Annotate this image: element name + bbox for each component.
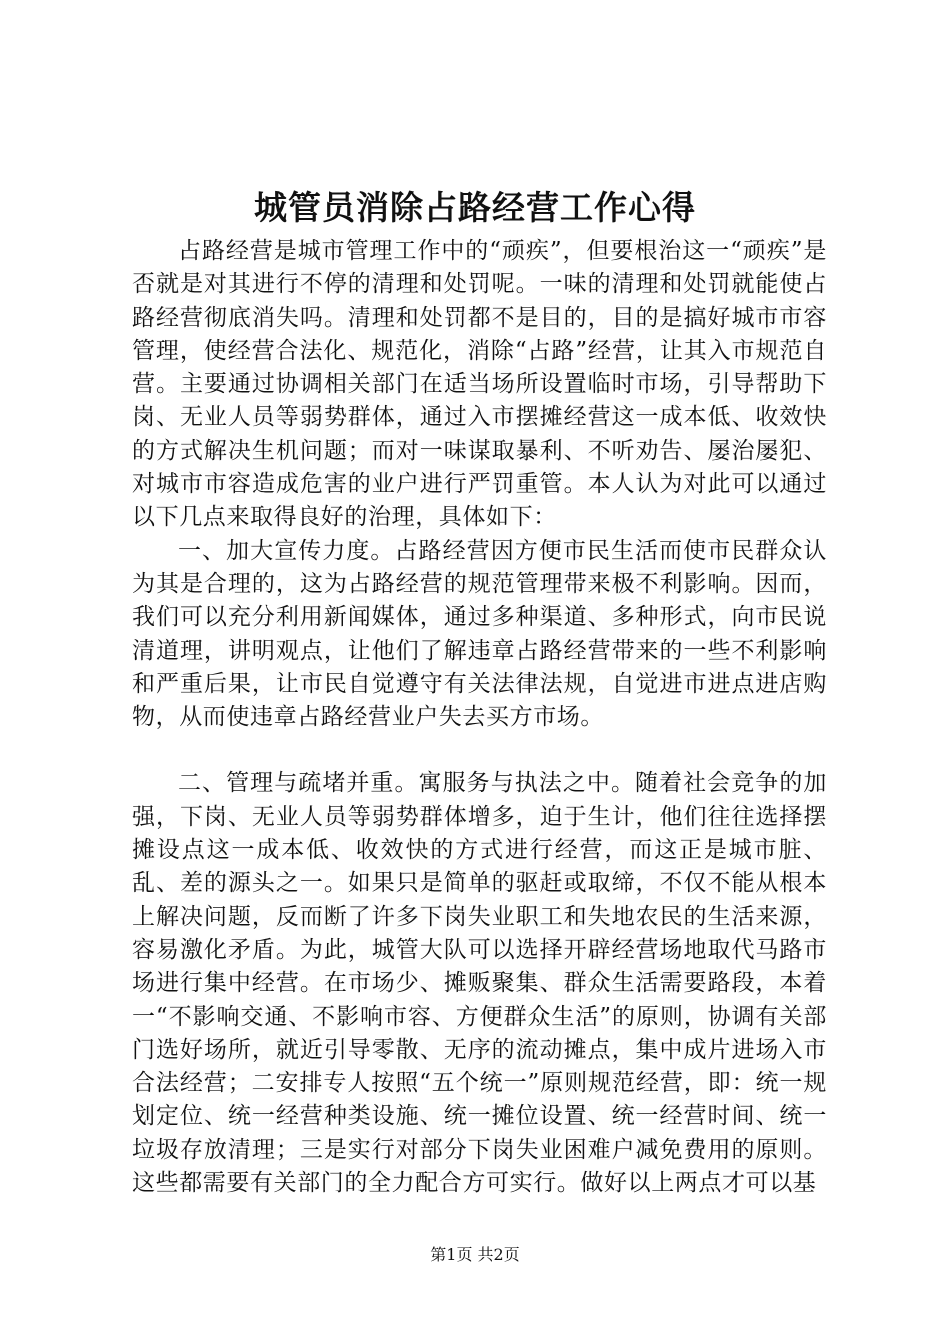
paragraph-section-two: 二、管理与疏堵并重。寓服务与执法之中。随着社会竞争的加强，下岗、无业人员等弱势群体增多，迫于生计，他们往往选择摆摊设点这一成本低、收效快的方式进行经营，而这正是城市脏、乱、差的源头之一。如果只是简单的驱赶或取缔，不仅不能从根本上解决问题，反而断了许多下岗失业职工和失地农民的生活来源，容易激化矛盾。为此，城管大队可以选择开辟经营场地取代马路市场进行集中经营。在市场少、摊贩聚集、群众生活需要路段，本着一“不影响交通、不影响市容、方便群众生活”的原则，协调有关部门选好场所，就近引导零散、无序的流动摊点，集中成片进场入市合法经营；二安排专人按照“五个统一”原则规范经营，即：统一规划定位、统一经营种类设施、统一摊位设置、统一经营时间、统一垃圾存放清理；三是实行对部分下岗失业困难户减免费用的原则。这些都需要有关部门的全力配合方可实行。做好以上两点才可以基 (132, 770, 827, 1197)
paragraph-gap (132, 734, 827, 767)
document-body (132, 235, 827, 1200)
paragraph-section-one: 一、加大宣传力度。占路经营因方便市民生活而使市民群众认为其是合理的，这为占路经营的规范管理带来极不利影响。因而，我们可以充分利用新闻媒体，通过多种渠道、多种形式，向市民说清道理，讲明观点，让他们了解违章占路经营带来的一些不利影响和严重后果，让市民自觉遵守有关法律法规，自觉进市进点进店购物，从而使违章占路经营业户失去买方市场。 (132, 537, 827, 731)
document-title: 城管员消除占路经营工作心得 (254, 188, 696, 227)
page-number: 第1页 共2页 (430, 1245, 520, 1264)
paragraph-intro: 占路经营是城市管理工作中的“顽疾”，但要根治这一“顽疾”是否就是对其进行不停的清理和处罚呢。一味的清理和处罚就能使占路经营彻底消失吗。清理和处罚都不是目的，目的是搞好城市市容管理，使经营合法化、规范化，消除“占路”经营，让其入市规范自营。主要通过协调相关部门在适当场所设置临时市场，引导帮助下岗、无业人员等弱势群体，通过入市摆摊经营这一成本低、收效快的方式解决生机问题；而对一味谋取暴利、不听劝告、屡治屡犯、对城市市容造成危害的业户进行严罚重管。本人认为对此可以通过以下几点来取得良好的治理，具体如下： (132, 238, 827, 531)
